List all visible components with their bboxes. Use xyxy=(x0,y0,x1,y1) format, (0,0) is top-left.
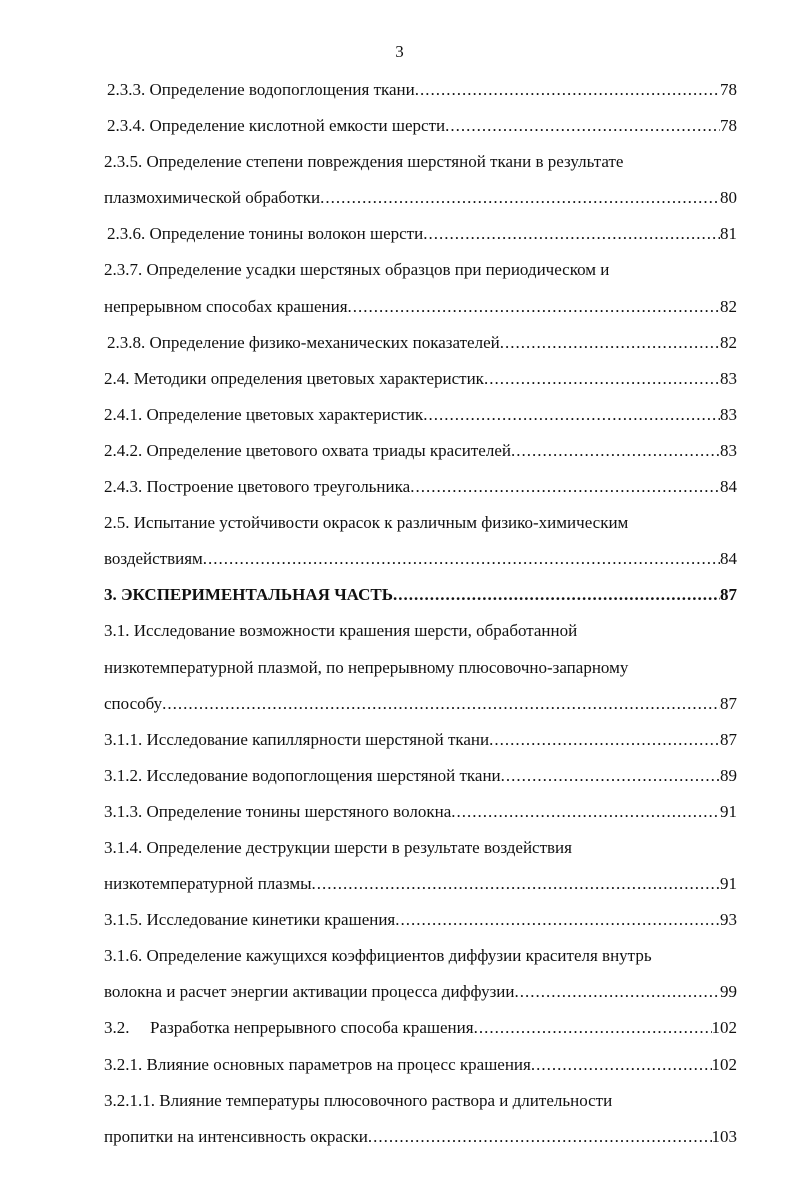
dot-leader xyxy=(451,794,720,830)
toc-entry xyxy=(104,72,737,108)
toc-entry xyxy=(104,469,737,505)
toc-entry-title: 2.4.1. Определение цветовых характеристик xyxy=(104,404,424,424)
toc-entry-page: 83 xyxy=(720,368,737,388)
dot-leader xyxy=(312,866,721,902)
dot-leader xyxy=(203,541,720,577)
toc-entry-title: плазмохимической обработки xyxy=(104,188,321,208)
dot-leader xyxy=(474,1010,712,1046)
dot-leader xyxy=(489,722,720,758)
toc-entry-title: способу xyxy=(104,693,163,713)
dot-leader xyxy=(514,974,720,1010)
toc-entry-page: 81 xyxy=(720,224,737,244)
toc-entry-title: 3.2.1. Влияние основных параметров на процесс крашения xyxy=(104,1054,531,1074)
toc-entry xyxy=(104,722,737,758)
toc-entry xyxy=(104,216,737,252)
dot-leader xyxy=(500,325,720,361)
toc-entry-title: 3.1.5. Исследование кинетики крашения xyxy=(104,910,396,930)
toc-entry-title: 2.3.6. Определение тонины волокон шерсти xyxy=(107,224,424,244)
toc-entry-title: 3.1.3. Определение тонины шерстяного волокна xyxy=(104,801,452,821)
toc-entry-page: 82 xyxy=(720,296,737,316)
toc-entry-title: 2.3.4. Определение кислотной емкости шерсти xyxy=(107,116,446,136)
toc-entry xyxy=(104,613,737,721)
dot-leader xyxy=(348,289,720,325)
toc-entry-title: 2.4.2. Определение цветового охвата триады красителей xyxy=(104,440,511,460)
toc-entry xyxy=(104,325,737,361)
toc-entry-page: 84 xyxy=(720,477,737,497)
toc-entry-title: пропитки на интенсивность окраски xyxy=(104,1126,368,1146)
toc-entry-page: 91 xyxy=(720,874,737,894)
toc-entry xyxy=(104,758,737,794)
toc-entry-title: 2.4. Методики определения цветовых характеристик xyxy=(104,368,484,388)
toc-entry-page: 91 xyxy=(720,801,737,821)
toc-entry-page: 103 xyxy=(711,1126,737,1146)
dot-leader xyxy=(393,577,720,613)
toc-entry-line: 2.5. Испытание устойчивости окрасок к различным физико-химическим xyxy=(104,513,629,533)
toc-entry-line: 2.3.7. Определение усадки шерстяных образцов при периодическом и xyxy=(104,260,610,280)
toc-entry xyxy=(104,252,737,324)
toc-entry xyxy=(104,1047,737,1083)
toc-entry-page: 82 xyxy=(720,332,737,352)
toc-entry xyxy=(104,1010,737,1046)
toc-entry-page: 84 xyxy=(720,549,737,569)
toc-entry-page: 83 xyxy=(720,404,737,424)
dot-leader xyxy=(162,686,720,722)
toc-entry-title: низкотемпературной плазмы xyxy=(104,874,312,894)
toc-entry-line: 2.3.5. Определение степени повреждения шерстяной ткани в результате xyxy=(104,152,624,172)
toc-entry-page: 80 xyxy=(720,188,737,208)
toc-section-heading xyxy=(104,577,737,613)
toc-entry-line: 3.1.6. Определение кажущихся коэффициентов диффузии красителя внутрь xyxy=(104,946,652,966)
toc-entry-title: 3.1.1. Исследование капиллярности шерстяной ткани xyxy=(104,729,490,749)
toc-entry xyxy=(104,361,737,397)
toc-entry-title: 3.1.2. Исследование водопоглощения шерстяной ткани xyxy=(104,765,501,785)
toc-entry-page: 87 xyxy=(720,693,737,713)
dot-leader xyxy=(531,1047,712,1083)
toc-entry-page: 93 xyxy=(720,910,737,930)
toc-entry-title: 2.4.3. Построение цветового треугольника xyxy=(104,477,411,497)
toc-entry-page: 89 xyxy=(720,765,737,785)
toc-entry xyxy=(104,794,737,830)
toc-entry-page: 87 xyxy=(720,585,737,605)
toc-entry xyxy=(104,830,737,902)
dot-leader xyxy=(511,433,720,469)
dot-leader xyxy=(410,469,720,505)
toc-entry xyxy=(104,902,737,938)
toc-entry-label: 3.2. xyxy=(104,1018,130,1038)
toc-entry-title: воздействиям xyxy=(104,549,203,569)
toc-entry-title: непрерывном способах крашения xyxy=(104,296,348,316)
dot-leader xyxy=(368,1119,712,1155)
dot-leader xyxy=(320,180,720,216)
toc-entry-page: 102 xyxy=(711,1018,737,1038)
toc-entry xyxy=(104,1083,737,1155)
toc-entry-page: 102 xyxy=(711,1054,737,1074)
toc-entry-line: 3.2.1.1. Влияние температуры плюсовочного раствора и длительности xyxy=(104,1090,613,1110)
toc-entry-title: Разработка непрерывного способа крашения xyxy=(150,1018,474,1038)
toc-entry xyxy=(104,397,737,433)
dot-leader xyxy=(445,108,720,144)
toc-entry-title: 2.3.3. Определение водопоглощения ткани xyxy=(107,80,415,99)
toc-entry-line: 3.1. Исследование возможности крашения шерсти, обработанной xyxy=(104,621,578,641)
toc-entry-title: 2.3.8. Определение физико-механических показателей xyxy=(107,332,500,352)
toc-entry xyxy=(104,433,737,469)
toc-entry-page: 83 xyxy=(720,440,737,460)
dot-leader xyxy=(415,72,720,108)
table-of-contents xyxy=(104,72,737,1155)
toc-entry xyxy=(104,144,737,216)
toc-entry-page: 78 xyxy=(720,80,737,99)
toc-entry-page: 78 xyxy=(720,116,737,136)
toc-entry-title: волокна и расчет энергии активации процесса диффузии xyxy=(104,982,515,1002)
dot-leader xyxy=(484,361,720,397)
dot-leader xyxy=(395,902,720,938)
dot-leader xyxy=(423,397,720,433)
toc-entry-line: 3.1.4. Определение деструкции шерсти в результате воздействия xyxy=(104,837,572,857)
toc-entry xyxy=(104,108,737,144)
page-number: 3 xyxy=(395,42,404,61)
dot-leader xyxy=(423,216,720,252)
toc-entry-title: 3. ЭКСПЕРИМЕНТАЛЬНАЯ ЧАСТЬ xyxy=(104,585,393,605)
toc-entry xyxy=(104,505,737,577)
dot-leader xyxy=(501,758,720,794)
toc-entry xyxy=(104,938,737,1010)
toc-entry-page: 99 xyxy=(720,982,737,1002)
toc-entry-line: низкотемпературной плазмой, по непрерывному плюсовочно-запарному xyxy=(104,657,629,677)
toc-entry-page: 87 xyxy=(720,729,737,749)
